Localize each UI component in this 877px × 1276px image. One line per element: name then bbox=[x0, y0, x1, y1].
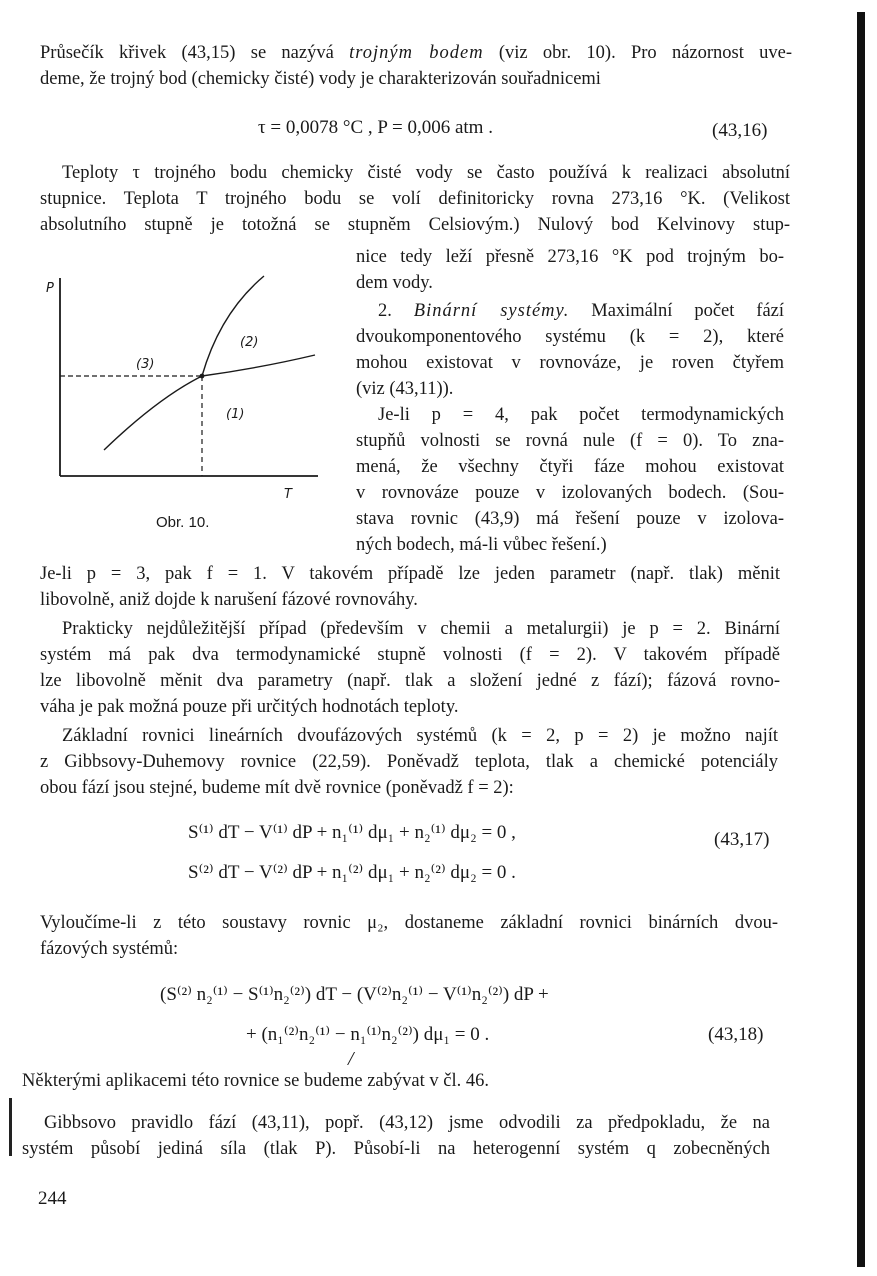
applications-paragraph bbox=[22, 1068, 782, 1094]
text-line: fázových systémů: bbox=[40, 939, 179, 959]
p3-paragraph bbox=[40, 561, 780, 613]
pencil-mark: / bbox=[348, 1048, 354, 1070]
figure-caption: Obr. 10. bbox=[156, 514, 210, 531]
text-line: váha je pak možná pouze při určitých hodnotách teploty. bbox=[40, 697, 459, 717]
phase-diagram-figure bbox=[40, 268, 330, 536]
text-line: lze libovolně měnit dva parametry (např. tlak a složení jedné z fází); fázová rovno- bbox=[40, 671, 780, 691]
text-line: Průsečík křivek (43,15) se nazývá trojným bodem (viz obr. 10). Pro názornost uve- bbox=[40, 43, 793, 63]
melting-curve bbox=[202, 276, 264, 376]
text-line: ných bodech, má-li vůbec řešení.) bbox=[356, 535, 607, 555]
emphasis-triple-point: trojným bodem bbox=[349, 43, 484, 63]
section-heading-line: 2. Binární systémy. Maximální počet fází bbox=[378, 301, 785, 321]
section-title: Binární systémy. bbox=[413, 301, 570, 321]
equation-43-18-line-1: (S⁽²⁾ n₂⁽¹⁾ − S⁽¹⁾n₂⁽²⁾) dT − (V⁽²⁾n₂⁽¹⁾ − V⁽¹⁾n₂⁽²⁾) dP + bbox=[160, 984, 549, 1005]
text-line: systém má pak dva termodynamické stupně volnosti (f = 2). V takovém případě bbox=[40, 645, 780, 665]
linear-systems-paragraph bbox=[40, 723, 778, 801]
equation-number-43-17: (43,17) bbox=[714, 829, 770, 850]
text-line: libovolně, aniž dojde k narušení fázové rovnováhy. bbox=[40, 590, 418, 610]
text-line: Teploty τ trojného bodu chemicky čisté vody se často používá k realizaci absolutní bbox=[62, 163, 790, 183]
text-line: obou fází jsou stejné, budeme mít dvě rovnice (poněvadž f = 2): bbox=[40, 778, 514, 798]
text-line: Základní rovnici lineárních dvoufázových systémů (k = 2, p = 2) je možno najít bbox=[62, 726, 778, 746]
region-label-1: (1) bbox=[226, 407, 245, 422]
scan-edge-bar bbox=[857, 12, 865, 1267]
axis-label-p: P bbox=[46, 281, 54, 296]
text-line: mohou existovat v rovnováze, je roven čtyřem bbox=[356, 353, 784, 373]
top-paragraph bbox=[40, 40, 792, 92]
text-line: absolutního stupně je totožná se stupněm Celsiovým.) Nulový bod Kelvinovy stup- bbox=[40, 215, 790, 235]
equation-number-43-18: (43,18) bbox=[708, 1024, 764, 1045]
text-line: Gibbsovo pravidlo fází (43,11), popř. (43,12) jsme odvodili za předpokladu, že na bbox=[44, 1113, 770, 1133]
axis-label-t: T bbox=[284, 487, 292, 502]
page-number: 244 bbox=[38, 1188, 67, 1209]
text-line: Je-li p = 3, pak f = 1. V takovém případě lze jeden parametr (např. tlak) měnit bbox=[40, 564, 780, 584]
right-column bbox=[356, 244, 784, 558]
triple-point bbox=[200, 374, 205, 379]
text-line: stava rovnic (43,9) má řešení pouze v izolova- bbox=[356, 509, 784, 529]
kelvin-paragraph bbox=[40, 160, 790, 238]
text-line: (viz (43,11)). bbox=[356, 379, 454, 399]
equation-43-17-line-1: S⁽¹⁾ dT − V⁽¹⁾ dP + n₁⁽¹⁾ dμ₁ + n₂⁽¹⁾ dμ₂ = 0 , bbox=[188, 822, 516, 843]
text-line: Je-li p = 4, pak počet termodynamických bbox=[378, 405, 784, 425]
sublimation-curve bbox=[104, 376, 202, 450]
p2-paragraph bbox=[40, 616, 780, 720]
region-label-2: (2) bbox=[240, 335, 259, 350]
text-line: Prakticky nejdůležitější případ (především v chemii a metalurgii) je p = 2. Binární bbox=[62, 619, 780, 639]
text-line: nice tedy leží přesně 273,16 °K pod trojným bo- bbox=[356, 247, 784, 267]
text-line: v rovnováze pouze v izolovaných bodech. (Sou- bbox=[356, 483, 784, 503]
text-line: z Gibbsovy-Duhemovy rovnice (22,59). Poněvadž teplota, tlak a chemické potenciály bbox=[40, 752, 778, 772]
text-line: mená, že všechny čtyři fáze mohou existovat bbox=[356, 457, 784, 477]
gibbs-paragraph bbox=[22, 1110, 770, 1162]
margin-mark bbox=[9, 1098, 12, 1156]
eliminate-paragraph bbox=[40, 910, 778, 962]
text-line: stupnice. Teplota T trojného bodu se volí definitoricky rovna 273,16 °K. (Velikost bbox=[40, 189, 790, 209]
region-label-3: (3) bbox=[136, 357, 155, 372]
text-line: dvoukomponentového systému (k = 2), které bbox=[356, 327, 784, 347]
text-line: Některými aplikacemi této rovnice se budeme zabývat v čl. 46. bbox=[22, 1071, 489, 1091]
text-line: dem vody. bbox=[356, 273, 433, 293]
equation-43-16: τ = 0,0078 °C , P = 0,006 atm . bbox=[258, 117, 493, 138]
text-line: Vyloučíme-li z této soustavy rovnic μ₂, dostaneme základní rovnici binárních dvou- bbox=[40, 913, 778, 933]
equation-43-18-line-2: + (n₁⁽²⁾n₂⁽¹⁾ − n₁⁽¹⁾n₂⁽²⁾) dμ₁ = 0 . bbox=[246, 1024, 490, 1045]
text-line: systém působí jediná síla (tlak P). Působí-li na heterogenní systém q zobecněných bbox=[22, 1139, 770, 1159]
equation-43-17-line-2: S⁽²⁾ dT − V⁽²⁾ dP + n₁⁽²⁾ dμ₁ + n₂⁽²⁾ dμ₂ = 0 . bbox=[188, 862, 516, 883]
text-line: deme, že trojný bod (chemicky čisté) vody je charakterizován souřadnicemi bbox=[40, 69, 601, 89]
text-line: stupňů volnosti se rovná nule (f = 0). To zna- bbox=[356, 431, 784, 451]
equation-number-43-16: (43,16) bbox=[712, 120, 768, 141]
vaporization-curve bbox=[202, 355, 315, 376]
